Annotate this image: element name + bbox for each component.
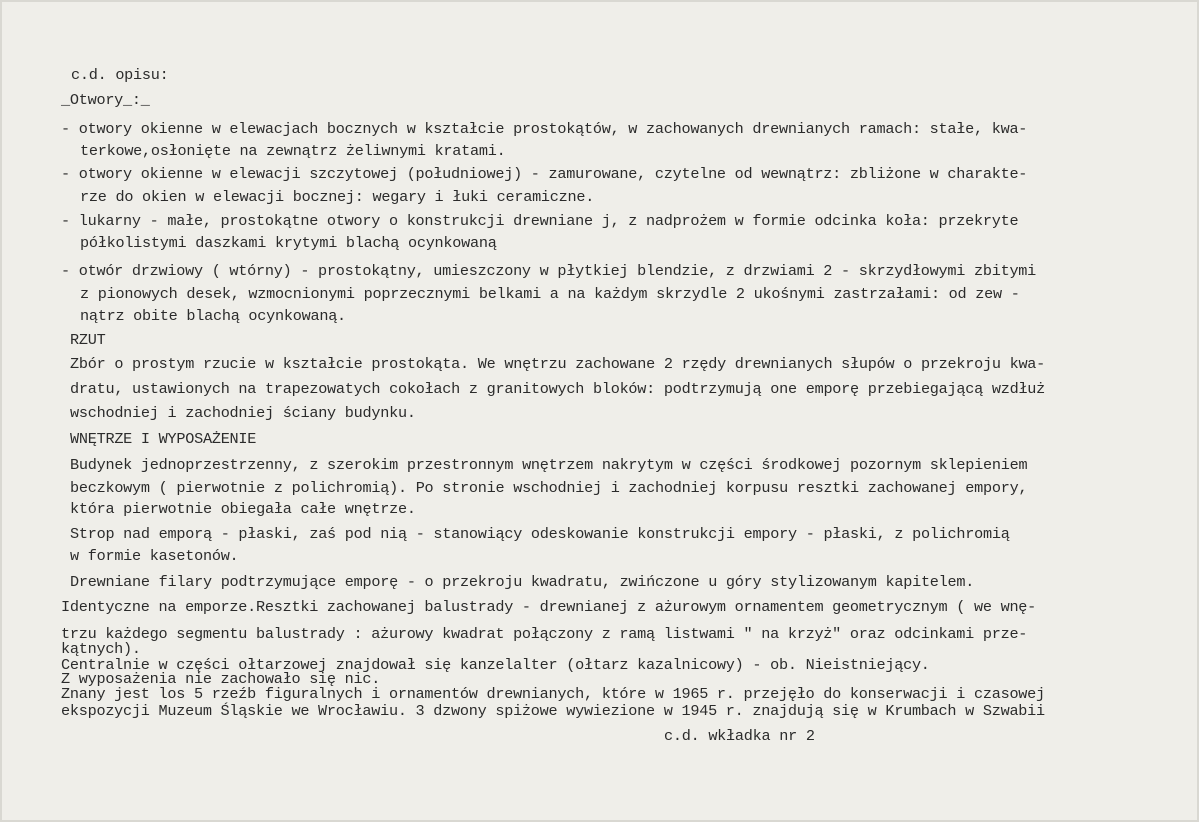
section-title-wnetrze: WNĘTRZE I WYPOSAŻENIE <box>70 430 257 448</box>
text-line: terkowe,osłonięte na zewnątrz żeliwnymi kratami. <box>80 142 506 160</box>
text-line: Strop nad emporą - płaski, zaś pod nią - stanowiący odeskowanie konstrukcji empory - płaski, z polichromią <box>70 525 1010 543</box>
text-line: Identyczne na emporze.Resztki zachowanej balustrady - drewnianej z ażurowym ornamentem geometrycznym ( we wnę- <box>61 598 1037 616</box>
text-line: - otwór drzwiowy ( wtórny) - prostokątny, umieszczony w płytkiej blendzie, z drzwiami 2 - skrzydłowymi zbitymi <box>61 262 1037 280</box>
text-line: Centralnie w części ołtarzowej znajdował się kanzelalter (ołtarz kazalnicowy) - ob. Nieistniejący. <box>61 656 930 674</box>
header-continuation: c.d. opisu: <box>71 66 169 84</box>
text-line: beczkowym ( pierwotnie z polichromią). Po stronie wschodniej i zachodniej korpusu resztki zachowanej empory, <box>70 479 1028 497</box>
text-line: z pionowych desek, wzmocnionymi poprzecznymi belkami a na każdym skrzydle 2 ukośnymi zastrzałami: od zew - <box>80 285 1020 303</box>
text-line: Z wyposażenia nie zachowało się nic. <box>61 670 381 688</box>
text-line: - otwory okienne w elewacji szczytowej (południowej) - zamurowane, czytelne od wewnątrz: zbliżone w charakte- <box>61 165 1028 183</box>
text-line: Budynek jednoprzestrzenny, z szerokim przestronnym wnętrzem nakrytym w części środkowej pozornym sklepieniem <box>70 456 1028 474</box>
section-title-rzut: RZUT <box>70 331 106 349</box>
section-title-otwory: _Otwory_:_ <box>61 91 150 109</box>
text-line: Zbór o prostym rzucie w kształcie prostokąta. We wnętrzu zachowane 2 rzędy drewnianych słupów o przekroju kwa- <box>70 355 1046 373</box>
text-line: półkolistymi daszkami krytymi blachą ocynkowaną <box>80 234 497 252</box>
text-line: - otwory okienne w elewacjach bocznych w kształcie prostokątów, w zachowanych drewnianych ramach: stałe, kwa- <box>61 120 1028 138</box>
text-line: trzu każdego segmentu balustrady : ażurowy kwadrat połączony z ramą listwami " na krzyż" oraz odcinkami prze- <box>61 625 1028 643</box>
text-line: która pierwotnie obiegała całe wnętrze. <box>70 500 416 518</box>
text-line: rze do okien w elewacji bocznej: wegary i łuki ceramiczne. <box>80 188 595 206</box>
text-line: w formie kasetonów. <box>70 547 239 565</box>
text-line: ekspozycji Muzeum Śląskie we Wrocławiu. 3 dzwony spiżowe wywiezione w 1945 r. znajdują się w Krumbach w Szwabii <box>61 702 1045 720</box>
text-line: kątnych). <box>61 640 141 658</box>
text-line: wschodniej i zachodniej ściany budynku. <box>70 404 416 422</box>
text-line: Drewniane filary podtrzymujące emporę - o przekroju kwadratu, zwińczone u góry stylizowanym kapitelem. <box>70 573 975 591</box>
text-line: Znany jest los 5 rzeźb figuralnych i ornamentów drewnianych, które w 1965 r. przejęło do konserwacji i czasowej <box>61 685 1045 703</box>
text-line: - lukarny - małe, prostokątne otwory o konstrukcji drewniane j, z nadprożem w formie odcinka koła: przekryte <box>61 212 1019 230</box>
footer-continuation: c.d. wkładka nr 2 <box>664 727 815 745</box>
text-line: nątrz obite blachą ocynkowaną. <box>80 307 346 325</box>
text-line: dratu, ustawionych na trapezowatych cokołach z granitowych bloków: podtrzymują one emporę przebiegającą wzdłuż <box>70 380 1046 398</box>
